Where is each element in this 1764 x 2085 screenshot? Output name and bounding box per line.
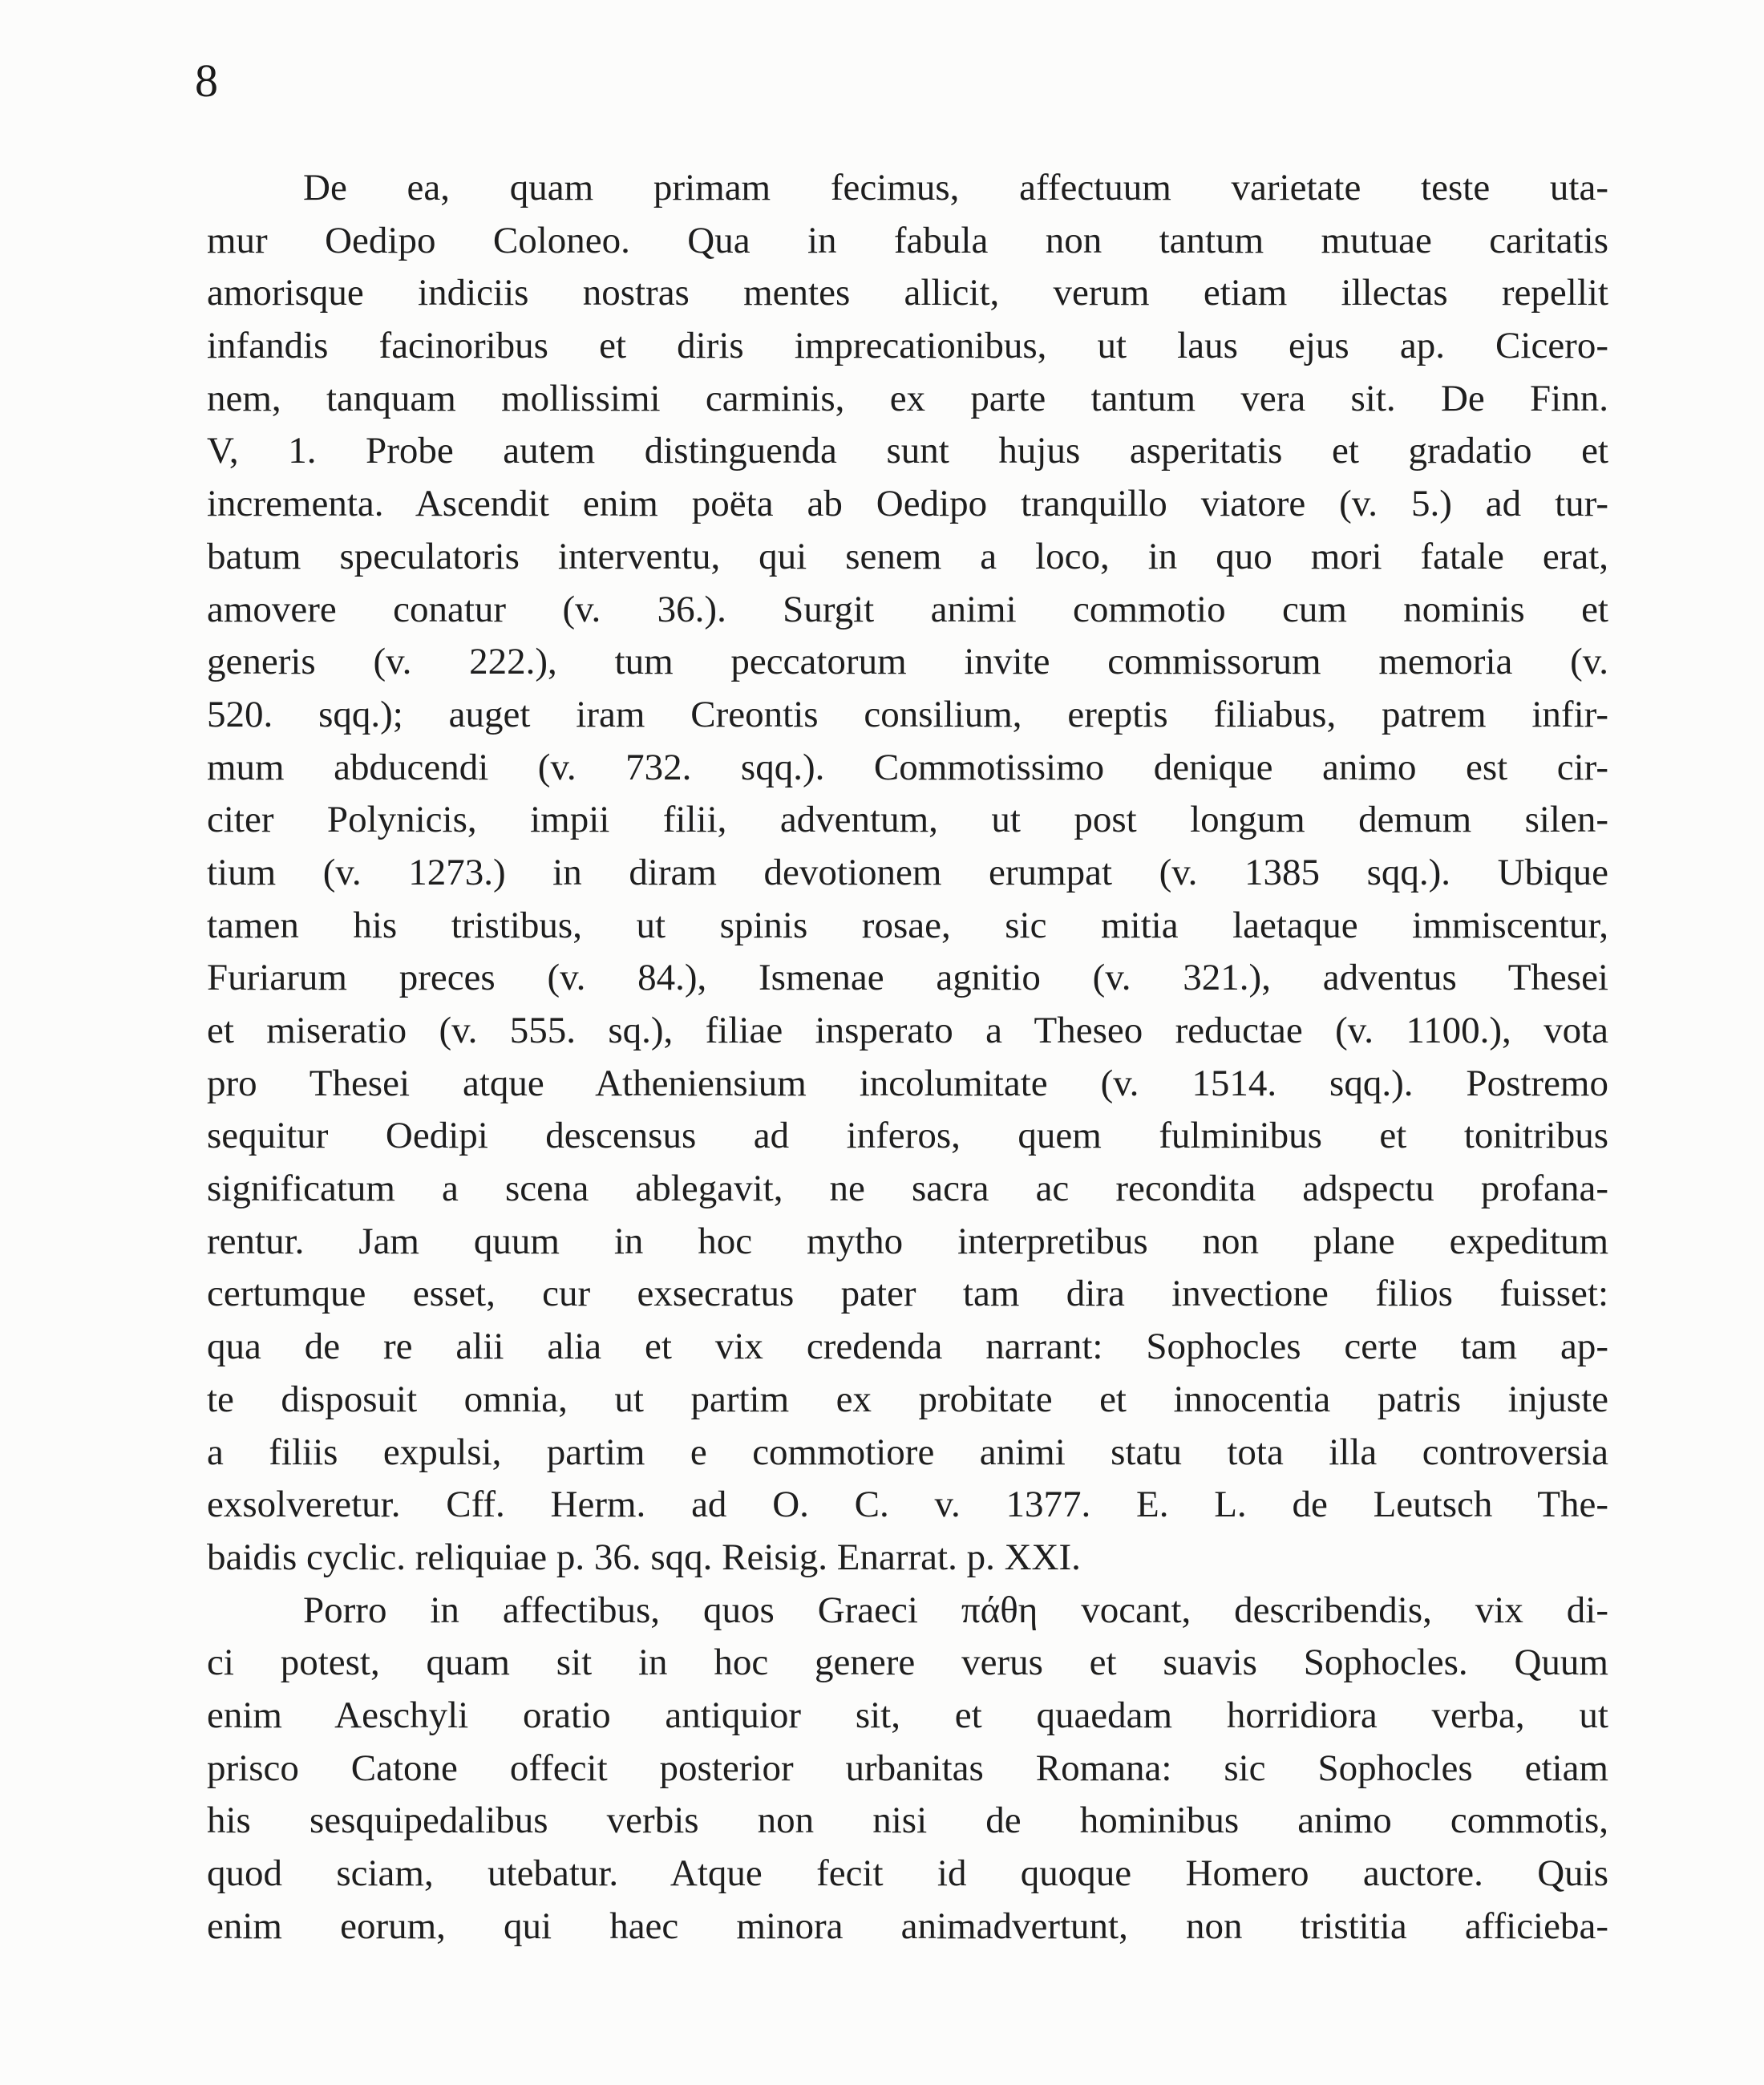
text-line: his sesquipedalibus verbis non nisi de hominibus animo commotis, xyxy=(207,1800,1608,1842)
text-line: enim eorum, qui haec minora animadvertunt, non tristitia afficieba- xyxy=(207,1905,1608,1947)
text-line: a filiis expulsi, partim e commotiore animi statu tota illa controversia xyxy=(207,1431,1608,1473)
text-line: generis (v. 222.), tum peccatorum invite commissorum memoria (v. xyxy=(207,641,1608,683)
text-line: Porro in affectibus, quos Graeci πάθη vocant, describendis, vix di- xyxy=(303,1589,1608,1631)
text-line: infandis facinoribus et diris imprecationibus, ut laus ejus ap. Cicero- xyxy=(207,325,1608,367)
text-line: amovere conatur (v. 36.). Surgit animi commotio cum nominis et xyxy=(207,588,1608,630)
text-line: enim Aeschyli oratio antiquior sit, et quaedam horridiora verba, ut xyxy=(207,1694,1608,1736)
body-text xyxy=(207,162,1608,1953)
text-line: amorisque indiciis nostras mentes allicit, verum etiam illectas repellit xyxy=(207,272,1608,314)
text-line: ci potest, quam sit in hoc genere verus et suavis Sophocles. Quum xyxy=(207,1642,1608,1684)
text-line: baidis cyclic. reliquiae p. 36. sqq. Reisig. Enarrat. p. XXI. xyxy=(207,1536,1081,1578)
text-line: mum abducendi (v. 732. sqq.). Commotissimo denique animo est cir- xyxy=(207,746,1608,788)
text-line: exsolveretur. Cff. Herm. ad O. C. v. 1377. E. L. de Leutsch The- xyxy=(207,1484,1608,1526)
text-line: De ea, quam primam fecimus, affectuum varietate teste uta- xyxy=(303,167,1608,208)
text-line: 520. sqq.); auget iram Creontis consilium, ereptis filiabus, patrem infir- xyxy=(207,693,1608,735)
text-line: significatum a scena ablegavit, ne sacra ac recondita adspectu profana- xyxy=(207,1168,1608,1210)
text-line: certumque esset, cur exsecratus pater tam dira invectione filios fuisset: xyxy=(207,1273,1608,1315)
text-line: sequitur Oedipi descensus ad inferos, quem fulminibus et tonitribus xyxy=(207,1115,1608,1157)
text-line: et miseratio (v. 555. sq.), filiae insperato a Theseo reductae (v. 1100.), vota xyxy=(207,1010,1608,1051)
text-line: tium (v. 1273.) in diram devotionem erumpat (v. 1385 sqq.). Ubique xyxy=(207,851,1608,893)
text-line: quod sciam, utebatur. Atque fecit id quoque Homero auctore. Quis xyxy=(207,1852,1608,1894)
text-line: rentur. Jam quum in hoc mytho interpretibus non plane expeditum xyxy=(207,1220,1608,1262)
text-line: prisco Catone offecit posterior urbanitas Romana: sic Sophocles etiam xyxy=(207,1747,1608,1789)
text-line: pro Thesei atque Atheniensium incolumitate (v. 1514. sqq.). Postremo xyxy=(207,1062,1608,1104)
text-line: mur Oedipo Coloneo. Qua in fabula non tantum mutuae caritatis xyxy=(207,219,1608,261)
text-line: tamen his tristibus, ut spinis rosae, sic mitia laetaque immiscentur, xyxy=(207,904,1608,946)
page-number: 8 xyxy=(195,55,218,107)
text-line: qua de re alii alia et vix credenda narrant: Sophocles certe tam ap- xyxy=(207,1326,1608,1368)
text-line: te disposuit omnia, ut partim ex probitate et innocentia patris injuste xyxy=(207,1378,1608,1420)
text-line: Furiarum preces (v. 84.), Ismenae agnitio (v. 321.), adventus Thesei xyxy=(207,957,1608,999)
text-line: incrementa. Ascendit enim poëta ab Oedipo tranquillo viatore (v. 5.) ad tur- xyxy=(207,483,1608,525)
text-line: citer Polynicis, impii filii, adventum, ut post longum demum silen- xyxy=(207,799,1608,841)
text-line: nem, tanquam mollissimi carminis, ex parte tantum vera sit. De Finn. xyxy=(207,377,1608,419)
text-line: batum speculatoris interventu, qui senem a loco, in quo mori fatale erat, xyxy=(207,535,1608,577)
text-line: V, 1. Probe autem distinguenda sunt hujus asperitatis et gradatio et xyxy=(207,430,1608,472)
